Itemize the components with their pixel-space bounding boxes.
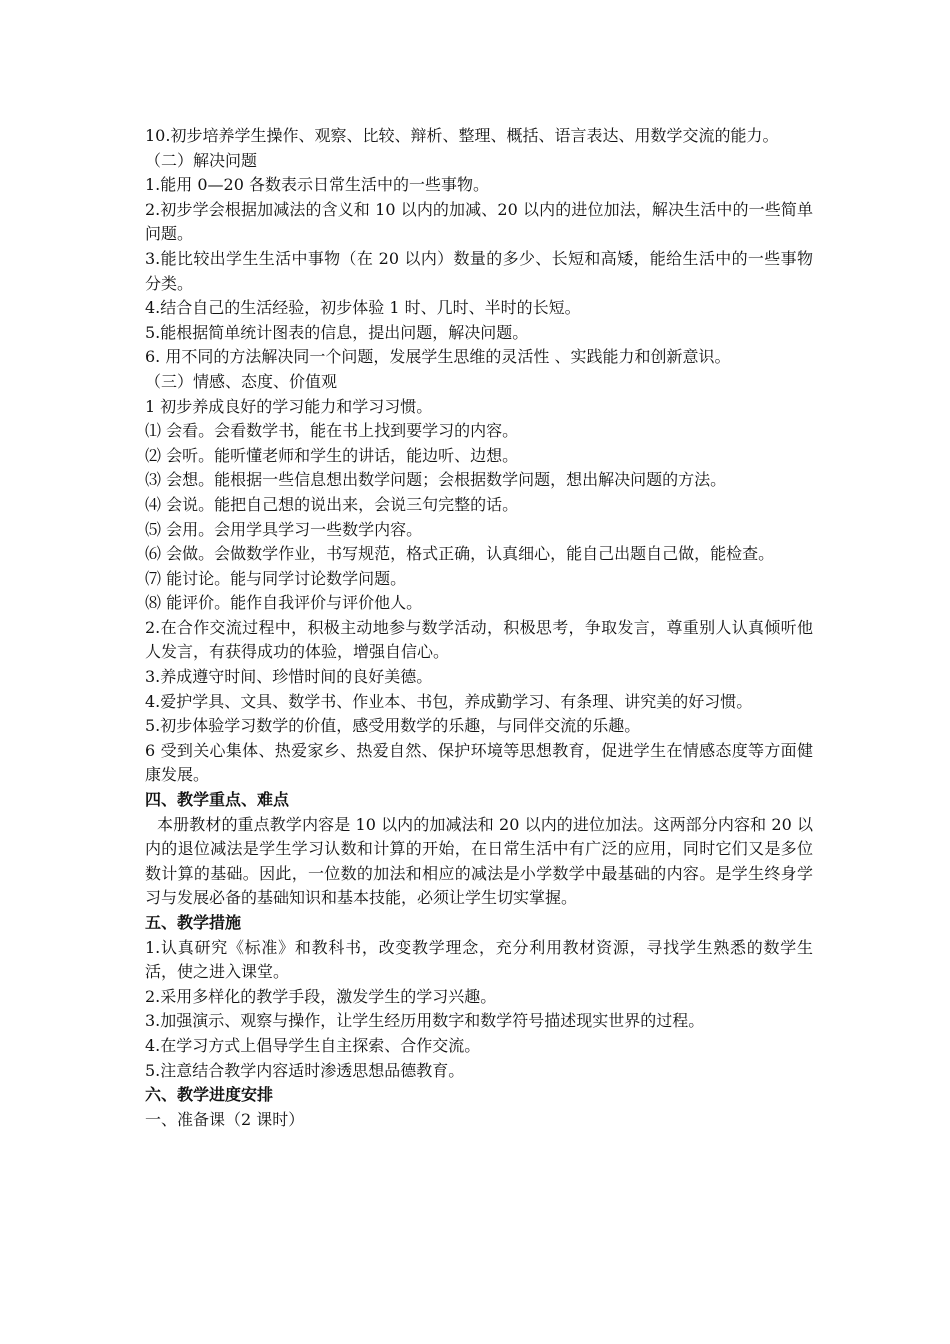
paragraph: ⑶ 会想。能根据一些信息想出数学问题；会根据数学问题，想出解决问题的方法。 [145,470,727,490]
paragraph: 6. 用不同的方法解决同一个问题，发展学生思维的灵活性 、实践能力和创新意识。 [145,347,731,367]
paragraph: 3.能比较出学生生活中事物（在 20 以内）数量的多少、长短和高矮，能给生活中的一些事物分类。 [145,248,813,293]
paragraph: 5.初步体验学习数学的价值，感受用数学的乐趣，与同伴交流的乐趣。 [145,716,641,736]
paragraph: ⑸ 会用。会用学具学习一些数学内容。 [145,519,423,539]
paragraph: 3.加强演示、观察与操作，让学生经历用数字和数学符号描述现实世界的过程。 [145,1011,705,1031]
paragraph: ⑴ 会看。会看数学书，能在书上找到要学习的内容。 [145,421,519,441]
paragraph: 2.在合作交流过程中，积极主动地参与数学活动，积极思考，争取发言，尊重别人认真倾听他人发言，有获得成功的体验，增强自信心。 [145,617,813,662]
paragraph: 10.初步培养学生操作、观察、比较、辩析、整理、概括、语言表达、用数学交流的能力。 [145,126,779,145]
paragraph: 本册教材的重点教学内容是 10 以内的加减法和 20 以内的进位加法。这两部分内容和 20 以内的退位减法是学生学习认数和计算的开始，在日常生活中有广泛的应用，同时它们又是多位数计算的基础。因此，一位数的加法和相应的减法是小学数学中最基础的内容。是学生终身学习与发展必备的基础知识和基本技能，必须让学生切实掌握。 [145,814,813,908]
paragraph: ⑷ 会说。能把自己想的说出来，会说三句完整的话。 [145,494,519,514]
paragraph: 1.能用 0—20 各数表示日常生活中的一些事物。 [145,175,489,195]
paragraph: 3.养成遵守时间、珍惜时间的良好美德。 [145,667,433,687]
paragraph: 6 受到关心集体、热爱家乡、热爱自然、保护环境等思想教育，促进学生在情感态度等方面健康发展。 [145,740,813,785]
paragraph: 2.采用多样化的教学手段，激发学生的学习兴趣。 [145,986,497,1006]
paragraph: （二）解决问题 [145,150,258,170]
paragraph: 2.初步学会根据加减法的含义和 10 以内的加减、20 以内的进位加法，解决生活中的一些简单问题。 [145,199,813,244]
paragraph: 4.结合自己的生活经验，初步体验 1 时、几时、半时的长短。 [145,298,581,318]
paragraph: （三）情感、态度、价值观 [145,371,338,391]
paragraph: ⑵ 会听。能听懂老师和学生的讲话，能边听、边想。 [145,445,519,465]
paragraph: 4.在学习方式上倡导学生自主探索、合作交流。 [145,1035,481,1055]
paragraph: 1.认真研究《标准》和教科书，改变教学理念，充分利用教材资源，寻找学生熟悉的数学生活，使之进入课堂。 [145,937,813,982]
paragraph: 一、准备课（2 课时） [145,1109,305,1129]
section-heading: 四、教学重点、难点 [145,790,290,810]
paragraph: 1 初步养成良好的学习能力和学习习惯。 [145,396,433,416]
section-heading: 五、教学措施 [145,913,242,932]
section-heading: 六、教学进度安排 [145,1085,274,1105]
paragraph: 5.能根据简单统计图表的信息，提出问题，解决问题。 [145,322,529,342]
paragraph: ⑹ 会做。会做数学作业，书写规范，格式正确，认真细心，能自己出题自己做，能检查。 [145,544,775,564]
paragraph: ⑺ 能讨论。能与同学讨论数学问题。 [145,568,407,588]
paragraph: 4.爱护学具、文具、数学书、作业本、书包，养成勤学习、有条理、讲究美的好习惯。 [145,691,753,711]
paragraph: ⑻ 能评价。能作自我评价与评价他人。 [145,593,423,613]
paragraph: 5.注意结合教学内容适时渗透思想品德教育。 [145,1060,465,1080]
document-page [145,124,813,1132]
